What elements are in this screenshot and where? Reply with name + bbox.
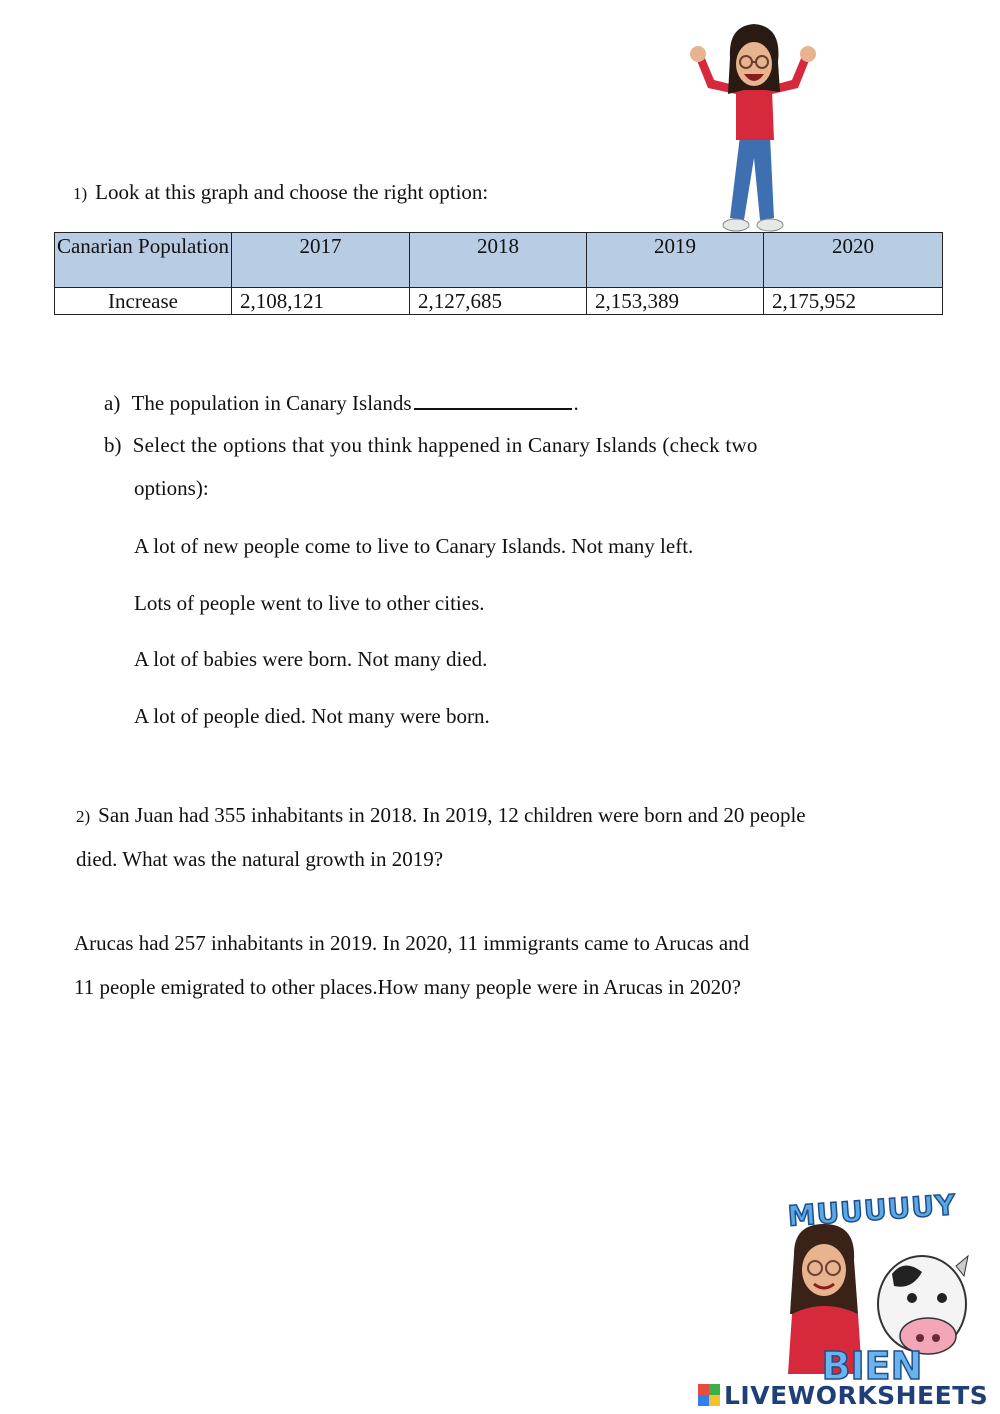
option-2[interactable]: Lots of people went to live to other cities. [134,591,485,615]
avatar-waving [678,18,828,238]
population-table [54,232,943,315]
option-1[interactable]: A lot of new people come to live to Canary Islands. Not many left. [134,534,694,558]
liveworksheets-logo [698,1380,988,1410]
question-2-text: San Juan had 355 inhabitants in 2018. In 2019, 12 children were born and 20 people [98,803,806,827]
sticker-bottom-word: BIEN [821,1344,923,1388]
table-cell: 2,108,121 [232,288,410,315]
part-a-letter: a) [104,391,121,415]
table-row [55,288,943,315]
part-b-line-1: Select the options that you think happened in Canary Islands (check two [132,433,758,457]
table-header-cell: Canarian Population [55,233,232,288]
question-1-number: 1) [73,184,88,203]
liveworksheets-badge-icon [698,1384,720,1406]
part-b-letter: b) [104,433,122,457]
table-header-cell: 2019 [587,233,764,288]
part-b [104,433,758,458]
table-cell: 2,153,389 [587,288,764,315]
muy-bien-sticker [772,1188,972,1394]
question-2-number: 2) [76,807,91,826]
table-row-label: Increase [55,288,232,315]
question-1-text: Look at this graph and choose the right option: [95,180,489,204]
table-header-cell: 2018 [410,233,587,288]
question-3-line-1: Arucas had 257 inhabitants in 2019. In 2020, 11 immigrants came to Arucas and [74,931,750,955]
part-b-line-2: options): [134,476,209,500]
option-4[interactable]: A lot of people died. Not many were born. [134,704,490,728]
table-header-row [55,233,943,288]
question-1-prompt [73,180,488,205]
part-a-answer-blank[interactable] [414,390,572,410]
option-3[interactable]: A lot of babies were born. Not many died. [134,647,488,671]
liveworksheets-text: LIVEWORKSHEETS [724,1380,989,1410]
table-header-cell: 2017 [232,233,410,288]
part-a-text: The population in Canary Islands [131,391,412,415]
question-2-line-2: died. What was the natural growth in 2019? [76,847,444,871]
question-3-line-2: 11 people emigrated to other places.How many people were in Arucas in 2020? [74,975,741,999]
part-a-period: . [573,391,579,415]
part-a [104,390,579,416]
question-2-line-1 [76,803,806,828]
table-cell: 2,127,685 [410,288,587,315]
table-header-cell: 2020 [764,233,943,288]
table-cell: 2,175,952 [764,288,943,315]
sticker-top-word: MUUUUUY [786,1188,958,1233]
